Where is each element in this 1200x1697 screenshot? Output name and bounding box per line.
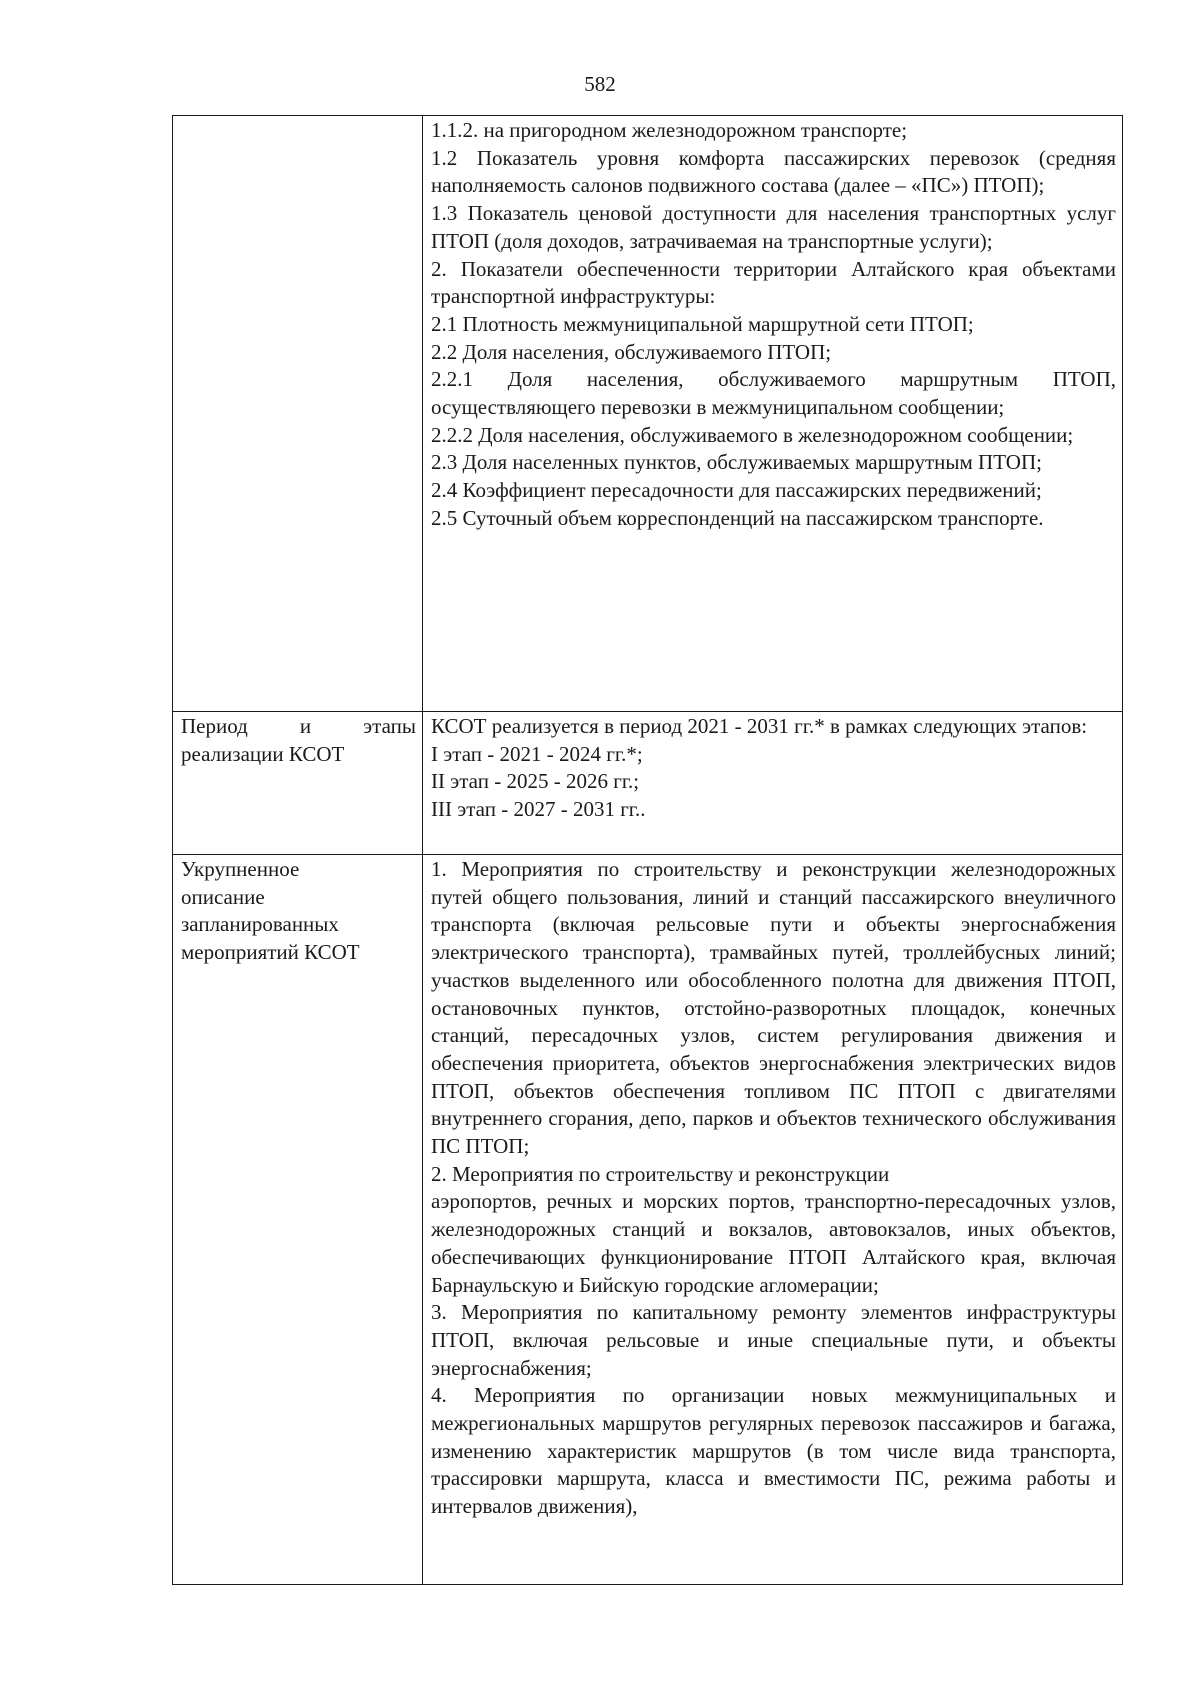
content-paragraph: 1.3 Показатель ценовой доступности для населения транспортных услуг ПТОП (доля доходов, затрачиваемая на транспортные услуги); — [431, 201, 1116, 253]
content-paragraph: 2. Мероприятия по строительству и реконструкции — [431, 1161, 890, 1186]
content-paragraph: II этап - 2025 - 2026 гг.; — [431, 769, 640, 794]
row-label-cell — [173, 712, 423, 855]
content-paragraph: 4. Мероприятия по организации новых межмуниципальных и межрегиональных маршрутов регулярных перевозок пассажиров и багажа, изменению характеристик маршрутов (в том числе вида транспорта, трассировки маршрута, класса и вместимости ПС, режима работы и интервалов движения), — [431, 1383, 1116, 1519]
content-paragraph: КСОТ реализуется в период 2021 - 2031 гг.* в рамках следующих этапов: — [431, 714, 1088, 738]
row-content-cell — [423, 116, 1123, 712]
row-label-cell — [173, 116, 423, 712]
row-content-cell — [423, 712, 1123, 855]
row-label-line: Укрупненное — [181, 857, 300, 881]
content-paragraph: 2.4 Коэффициент пересадочности для пассажирских передвижений; — [431, 478, 1042, 503]
row-label-line: запланированных — [181, 912, 339, 937]
content-paragraph: 2.5 Суточный объем корреспонденций на пассажирском транспорте. — [431, 505, 1044, 530]
content-paragraph: 2.2 Доля населения, обслуживаемого ПТОП; — [431, 339, 832, 364]
content-paragraph: 2. Показатели обеспеченности территории Алтайского края объектами транспортной инфраструктуры: — [431, 256, 1116, 309]
content-paragraph: 2.3 Доля населенных пунктов, обслуживаемых маршрутным ПТОП; — [431, 450, 1042, 475]
row-label-line: описание — [181, 884, 265, 909]
content-paragraph: 2.2.1 Доля населения, обслуживаемого маршрутным ПТОП, осуществляющего перевозки в межмуниципальном сообщении; — [431, 367, 1116, 420]
row-label-line: реализации КСОТ — [181, 741, 345, 766]
content-paragraph: аэропортов, речных и морских портов, транспортно-пересадочных узлов, железнодорожных станций и вокзалов, автовокзалов, иных объектов, обеспечивающих функционирование ПТОП Алтайского края, включая Барнаульскую и Бийскую городские агломерации; — [431, 1189, 1116, 1297]
content-paragraph: 2.2.2 Доля населения, обслуживаемого в железнодорожном сообщении; — [431, 422, 1074, 447]
content-paragraph: 2.1 Плотность межмуниципальной маршрутной сети ПТОП; — [431, 311, 974, 336]
table-row — [173, 855, 1123, 1585]
content-paragraph: 1. Мероприятия по строительству и реконструкции железнодорожных путей общего пользования, линий и станций пассажирского внеуличного транспорта (включая рельсовые пути и объекты энергоснабжения электрического транспорта), трамвайных путей, троллейбусных линий; участков выделенного или обособленного полотна для движения ПТОП, остановочных пунктов, отстойно-разворотных площадок, конечных станций, пересадочных узлов, систем регулирования движения и обеспечения приоритета, объектов энергоснабжения электрических видов ПТОП, объектов обеспечения топливом ПС ПТОП с двигателями внутреннего сгорания, депо, парков и объектов технического обслуживания ПС ПТОП; — [431, 857, 1116, 1159]
content-paragraph: III этап - 2027 - 2031 гг.. — [431, 797, 646, 822]
row-content-cell — [423, 855, 1123, 1585]
content-paragraph: 3. Мероприятия по капитальному ремонту элементов инфраструктуры ПТОП, включая рельсовые и иные специальные пути, и объекты энергоснабжения; — [431, 1300, 1116, 1380]
content-paragraph: I этап - 2021 - 2024 гг.*; — [431, 741, 643, 766]
passport-table — [172, 115, 1123, 1585]
content-paragraph: 1.2 Показатель уровня комфорта пассажирских перевозок (средняя наполняемость салонов подвижного состава (далее – «ПС») ПТОП); — [431, 145, 1116, 198]
row-label-line: мероприятий КСОТ — [181, 940, 360, 965]
page-number: 582 — [584, 72, 616, 96]
row-label-cell — [173, 855, 423, 1585]
table-row — [173, 712, 1123, 855]
row-label-line: Период и этапы — [181, 714, 416, 738]
content-paragraph: 1.1.2. на пригородном железнодорожном транспорте; — [431, 118, 908, 142]
table-row — [173, 116, 1123, 712]
